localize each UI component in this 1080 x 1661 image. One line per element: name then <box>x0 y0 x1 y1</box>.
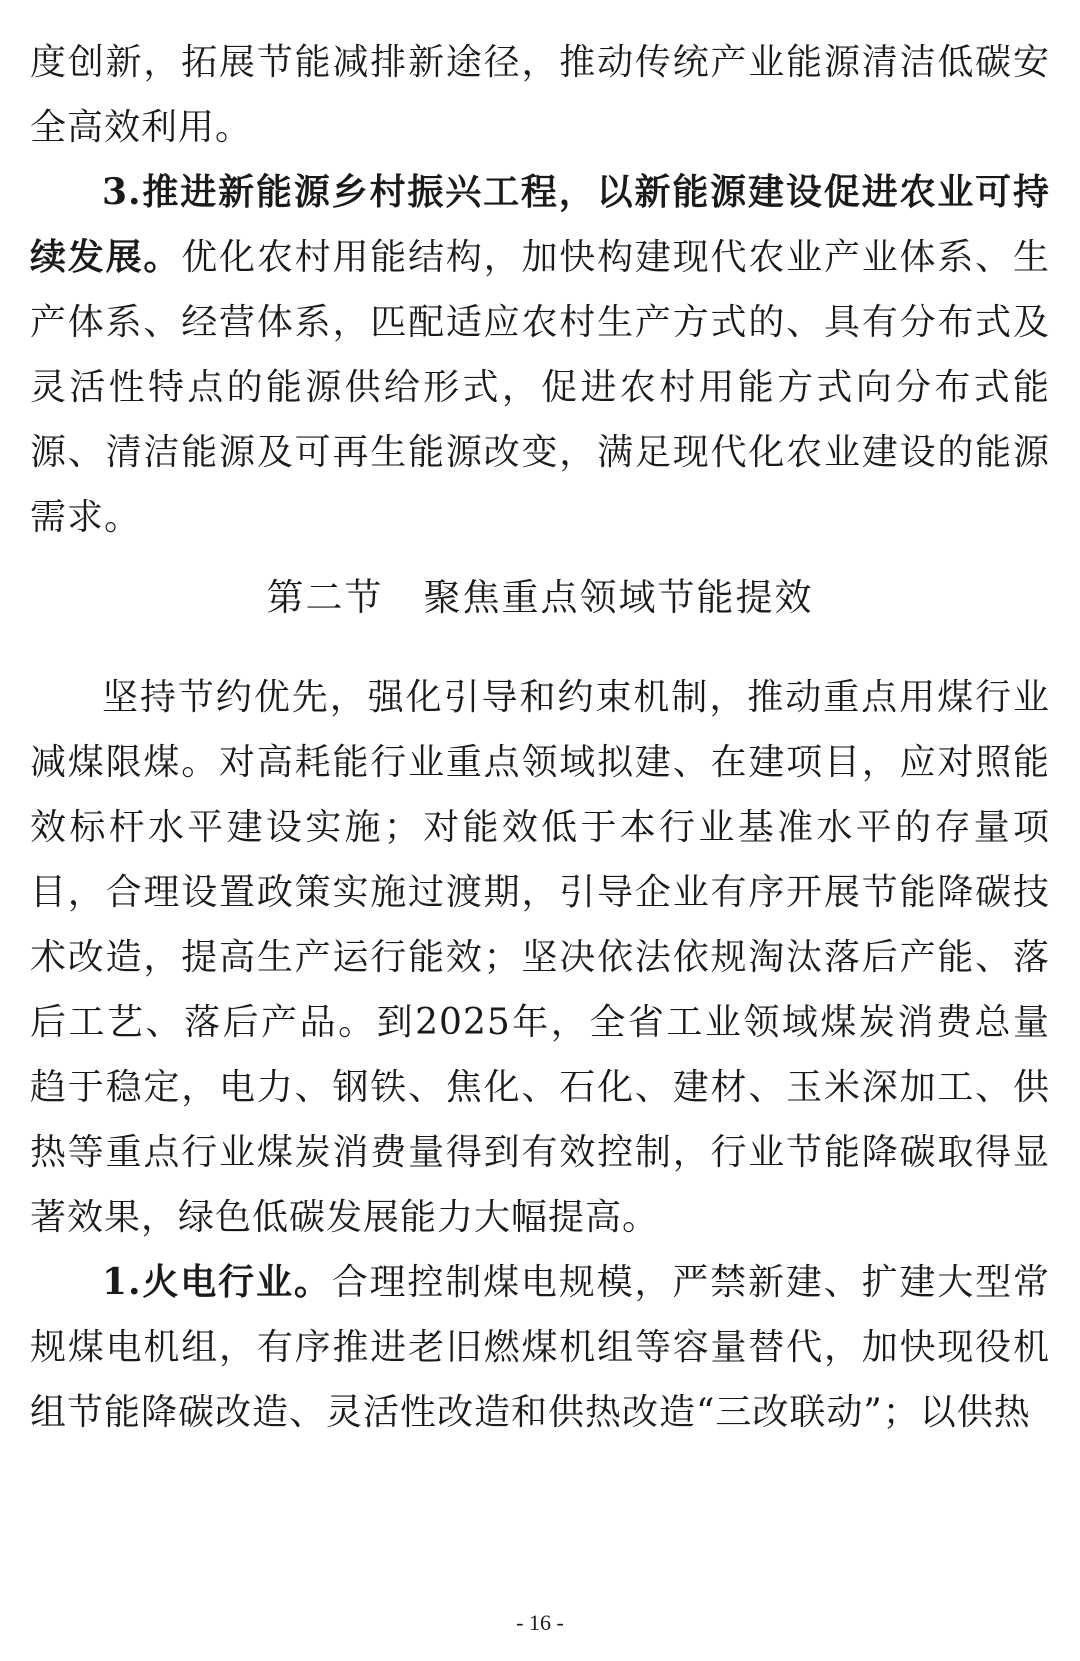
intro-paragraph: 坚持节约优先，强化引导和约束机制，推动重点用煤行业减煤限煤。对高耗能行业重点领域拟建、在建项目，应对照能效标杆水平建设实施；对能效低于本行业基准水平的存量项目，合理设置政策实施过渡期，引导企业有序开展节能降碳技术改造，提高生产运行能效；坚决依法依规淘汰落后产能、落后工艺、落后产品。到2025年，全省工业领域煤炭消费总量趋于稳定，电力、钢铁、焦化、石化、建材、玉米深加工、供热等重点行业煤炭消费量得到有效控制，行业节能降碳取得显著效果，绿色低碳发展能力大幅提高。 <box>30 677 1050 1238</box>
item-3-text: 优化农村用能结构，加快构建现代农业产业体系、生产体系、经营体系，匹配适应农村生产方式的、具有分布式及灵活性特点的能源供给形式，促进农村用能方式向分布式能源、清洁能源及可再生能源改变，满足现代化农业建设的能源需求。 <box>30 237 1050 538</box>
body-text-upper <box>30 30 1050 550</box>
item-3-heading: 3.推进新能源乡村振兴工程，以新能源建设促进农业可持续发展。 <box>30 171 1050 278</box>
item-1-paragraph <box>30 1250 1050 1445</box>
continued-paragraph: 度创新，拓展节能减排新途径，推动传统产业能源清洁低碳安全高效利用。 <box>30 42 1050 148</box>
page-number: - 16 - <box>516 1610 564 1635</box>
section-number: 第二节 <box>266 576 384 619</box>
item-1-heading: 1.火电行业。 <box>102 1261 332 1303</box>
section-title: 聚焦重点领域节能提效 <box>423 576 814 619</box>
section-heading <box>0 568 1080 628</box>
item-1-text: 合理控制煤电规模，严禁新建、扩建大型常规煤电机组，有序推进老旧燃煤机组等容量替代，加快现役机组节能降碳改造、灵活性改造和供热改造“三改联动”；以供热 <box>30 1262 1050 1433</box>
item-3-paragraph <box>30 160 1050 550</box>
body-text-lower <box>30 665 1050 1445</box>
